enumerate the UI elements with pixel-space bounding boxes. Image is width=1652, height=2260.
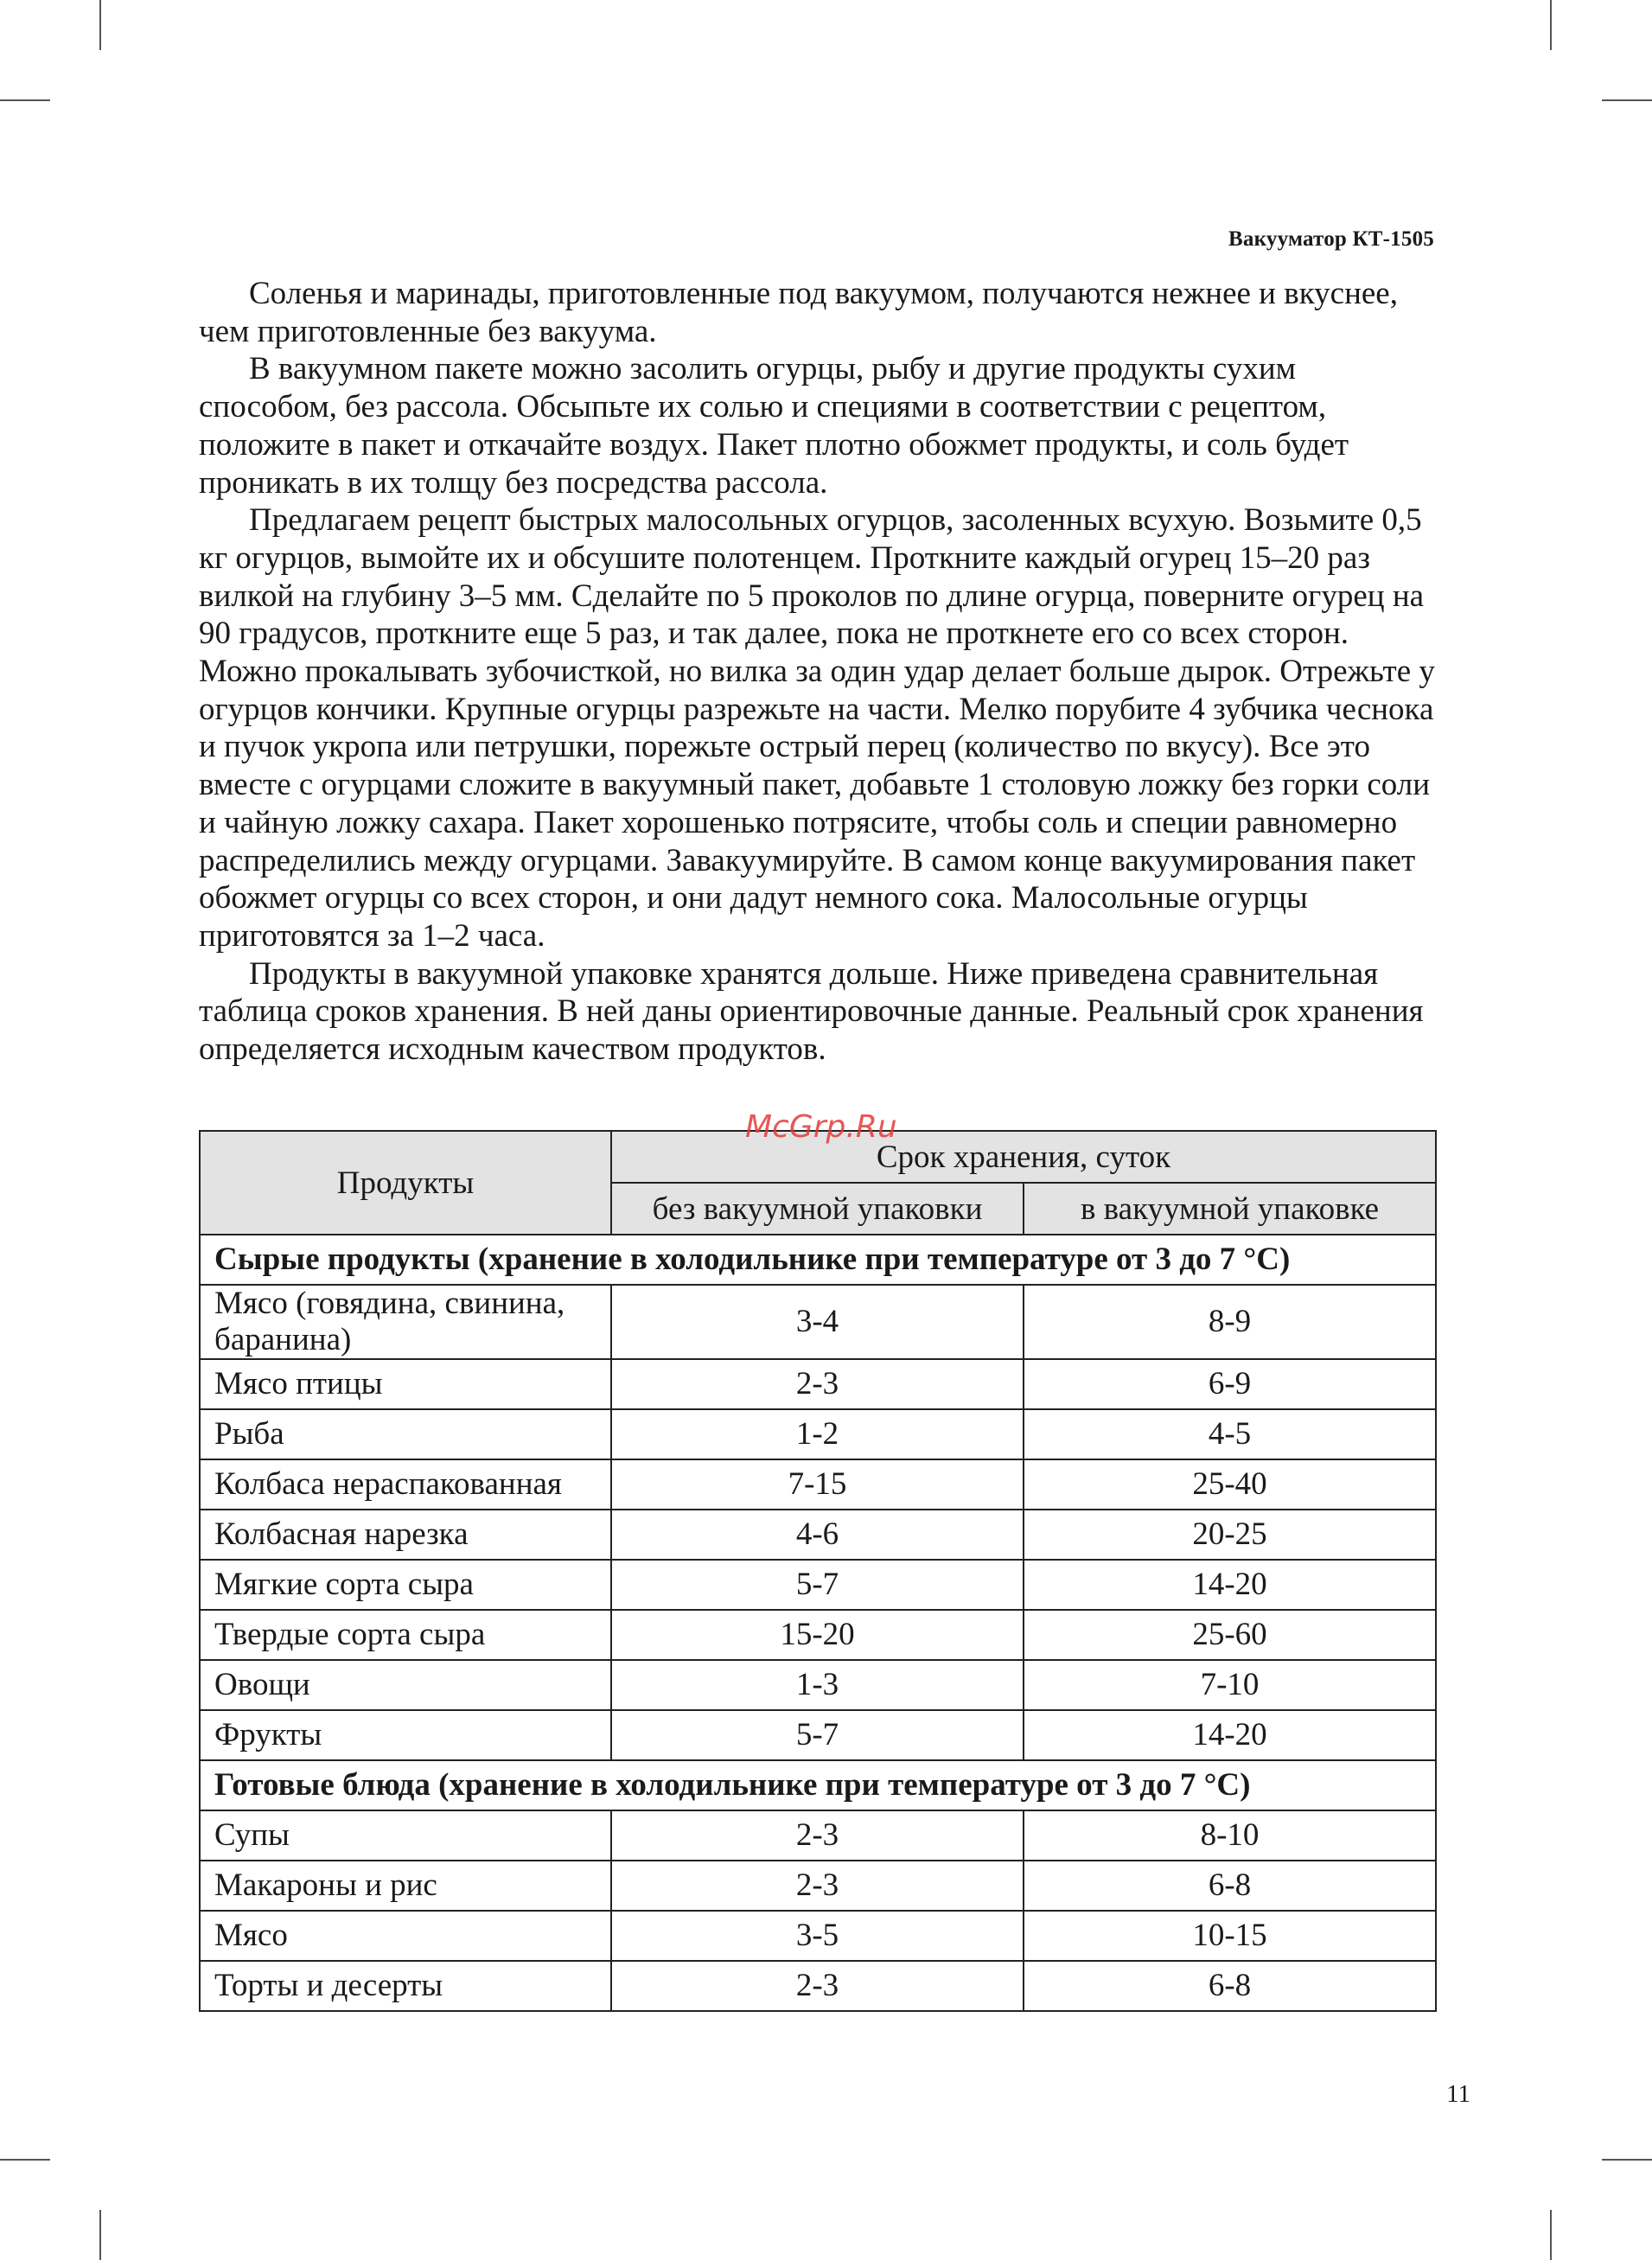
with-vacuum-cell: 6-8: [1024, 1861, 1436, 1911]
without-vacuum-cell: 1-3: [611, 1660, 1024, 1710]
paragraph: Предлагаем рецепт быстрых малосольных огурцов, засоленных всухую. Возьмите 0,5 кг огурцов, вымойте их и обсушите полотенцем. Проткните каждый огурец 15–20 раз вилкой на глубину 3–5 мм. Сделайте по 5 проколов по длине огурца, поверните огурец на 90 градусов, проткните еще 5 раз, и так далее, пока не проткнете его со всех сторон. Можно прокалывать зубочисткой, но вилка за один удар делает больше дырок. Отрежьте у огурцов кончики. Крупные огурцы разрежьте на части. Мелко порубите 4 зубчика чеснока и пучок укропа или петрушки, порежьте острый перец (количество по вкусу). Все это вместе с огурцами сложите в вакуумный пакет, добавьте 1 столовую ложку без горки соли и чайную ложку сахара. Пакет хорошенько потрясите, чтобы соль и специи равномерно распределились между огурцами. Завакуумируйте. В самом конце вакуумирования пакет обожмет огурцы со всех сторон, и они дадут немного сока. Малосольные огурцы приготовятся за 1–2 часа.: [199, 502, 1435, 954]
watermark: McGrp.Ru: [745, 1109, 897, 1145]
without-vacuum-cell: 2-3: [611, 1810, 1024, 1861]
with-vacuum-cell: 8-9: [1024, 1285, 1436, 1359]
column-header-without-vacuum: без вакуумной упаковки: [611, 1183, 1024, 1235]
product-name-cell: Колбаса нераспакованная: [200, 1459, 611, 1510]
page-number: 11: [1446, 2080, 1470, 2108]
paragraph: Соленья и маринады, приготовленные под вакуумом, получаются нежнее и вкуснее, чем приготовленные без вакуума.: [199, 276, 1398, 349]
crop-mark: [99, 0, 101, 50]
crop-mark: [99, 2210, 101, 2260]
with-vacuum-cell: 14-20: [1024, 1710, 1436, 1760]
crop-mark: [0, 99, 50, 101]
product-name-cell: Супы: [200, 1810, 611, 1861]
crop-mark: [0, 2159, 50, 2161]
product-name-cell: Овощи: [200, 1660, 611, 1710]
with-vacuum-cell: 25-40: [1024, 1459, 1436, 1510]
column-header-with-vacuum: в вакуумной упаковке: [1024, 1183, 1436, 1235]
section-title: Готовые блюда (хранение в холодильнике при температуре от 3 до 7 °С): [200, 1760, 1436, 1810]
crop-mark: [1550, 0, 1552, 50]
with-vacuum-cell: 20-25: [1024, 1510, 1436, 1560]
storage-table: [199, 1130, 1437, 2012]
section-title: Сырые продукты (хранение в холодильнике при температуре от 3 до 7 °С): [200, 1235, 1436, 1285]
crop-mark: [1602, 99, 1652, 101]
with-vacuum-cell: 25-60: [1024, 1610, 1436, 1660]
without-vacuum-cell: 3-4: [611, 1285, 1024, 1359]
without-vacuum-cell: 1-2: [611, 1409, 1024, 1459]
with-vacuum-cell: 14-20: [1024, 1560, 1436, 1610]
table-row: [200, 1660, 1436, 1710]
table-row: [200, 1610, 1436, 1660]
running-title: Вакууматор КТ-1505: [1228, 227, 1434, 251]
product-name-cell: Рыба: [200, 1409, 611, 1459]
paragraph: В вакуумном пакете можно засолить огурцы, рыбу и другие продукты сухим способом, без рассола. Обсыпьте их солью и специями в соответствии с рецептом, положите в пакет и откачайте воздух. Пакет плотно обожмет продукты, и соль будет проникать в их толщу без посредства рассола.: [199, 351, 1349, 501]
without-vacuum-cell: 3-5: [611, 1911, 1024, 1961]
section-row: [200, 1235, 1436, 1285]
without-vacuum-cell: 2-3: [611, 1961, 1024, 2011]
column-header-products: Продукты: [200, 1131, 611, 1235]
body-text: [199, 275, 1435, 1069]
table-row: [200, 1285, 1436, 1359]
product-name-cell: Торты и десерты: [200, 1961, 611, 2011]
table-row: [200, 1861, 1436, 1911]
crop-mark: [1550, 2210, 1552, 2260]
product-name-cell: Мясо (говядина, свинина, баранина): [200, 1285, 611, 1359]
table-row: [200, 1911, 1436, 1961]
without-vacuum-cell: 5-7: [611, 1560, 1024, 1610]
product-name-cell: Макароны и рис: [200, 1861, 611, 1911]
with-vacuum-cell: 8-10: [1024, 1810, 1436, 1861]
crop-mark: [1602, 2159, 1652, 2161]
without-vacuum-cell: 15-20: [611, 1610, 1024, 1660]
product-name-cell: Фрукты: [200, 1710, 611, 1760]
table-row: [200, 1560, 1436, 1610]
section-row: [200, 1760, 1436, 1810]
product-name-cell: Мягкие сорта сыра: [200, 1560, 611, 1610]
without-vacuum-cell: 4-6: [611, 1510, 1024, 1560]
table-row: [200, 1459, 1436, 1510]
table-row: [200, 1359, 1436, 1409]
product-name-cell: Твердые сорта сыра: [200, 1610, 611, 1660]
with-vacuum-cell: 6-8: [1024, 1961, 1436, 2011]
without-vacuum-cell: 5-7: [611, 1710, 1024, 1760]
with-vacuum-cell: 10-15: [1024, 1911, 1436, 1961]
without-vacuum-cell: 2-3: [611, 1359, 1024, 1409]
table-row: [200, 1961, 1436, 2011]
table-row: [200, 1510, 1436, 1560]
with-vacuum-cell: 7-10: [1024, 1660, 1436, 1710]
column-header-storage: Срок хранения, суток: [611, 1131, 1436, 1183]
paragraph: Продукты в вакуумной упаковке хранятся дольше. Ниже приведена сравнительная таблица сроков хранения. В ней даны ориентировочные данные. Реальный срок хранения определяется исходным качеством продуктов.: [199, 955, 1424, 1068]
product-name-cell: Мясо: [200, 1911, 611, 1961]
with-vacuum-cell: 4-5: [1024, 1409, 1436, 1459]
without-vacuum-cell: 7-15: [611, 1459, 1024, 1510]
table-body: [200, 1235, 1436, 2011]
table-row: [200, 1810, 1436, 1861]
table-row: [200, 1710, 1436, 1760]
table-row: [200, 1409, 1436, 1459]
without-vacuum-cell: 2-3: [611, 1861, 1024, 1911]
product-name-cell: Мясо птицы: [200, 1359, 611, 1409]
product-name-cell: Колбасная нарезка: [200, 1510, 611, 1560]
with-vacuum-cell: 6-9: [1024, 1359, 1436, 1409]
